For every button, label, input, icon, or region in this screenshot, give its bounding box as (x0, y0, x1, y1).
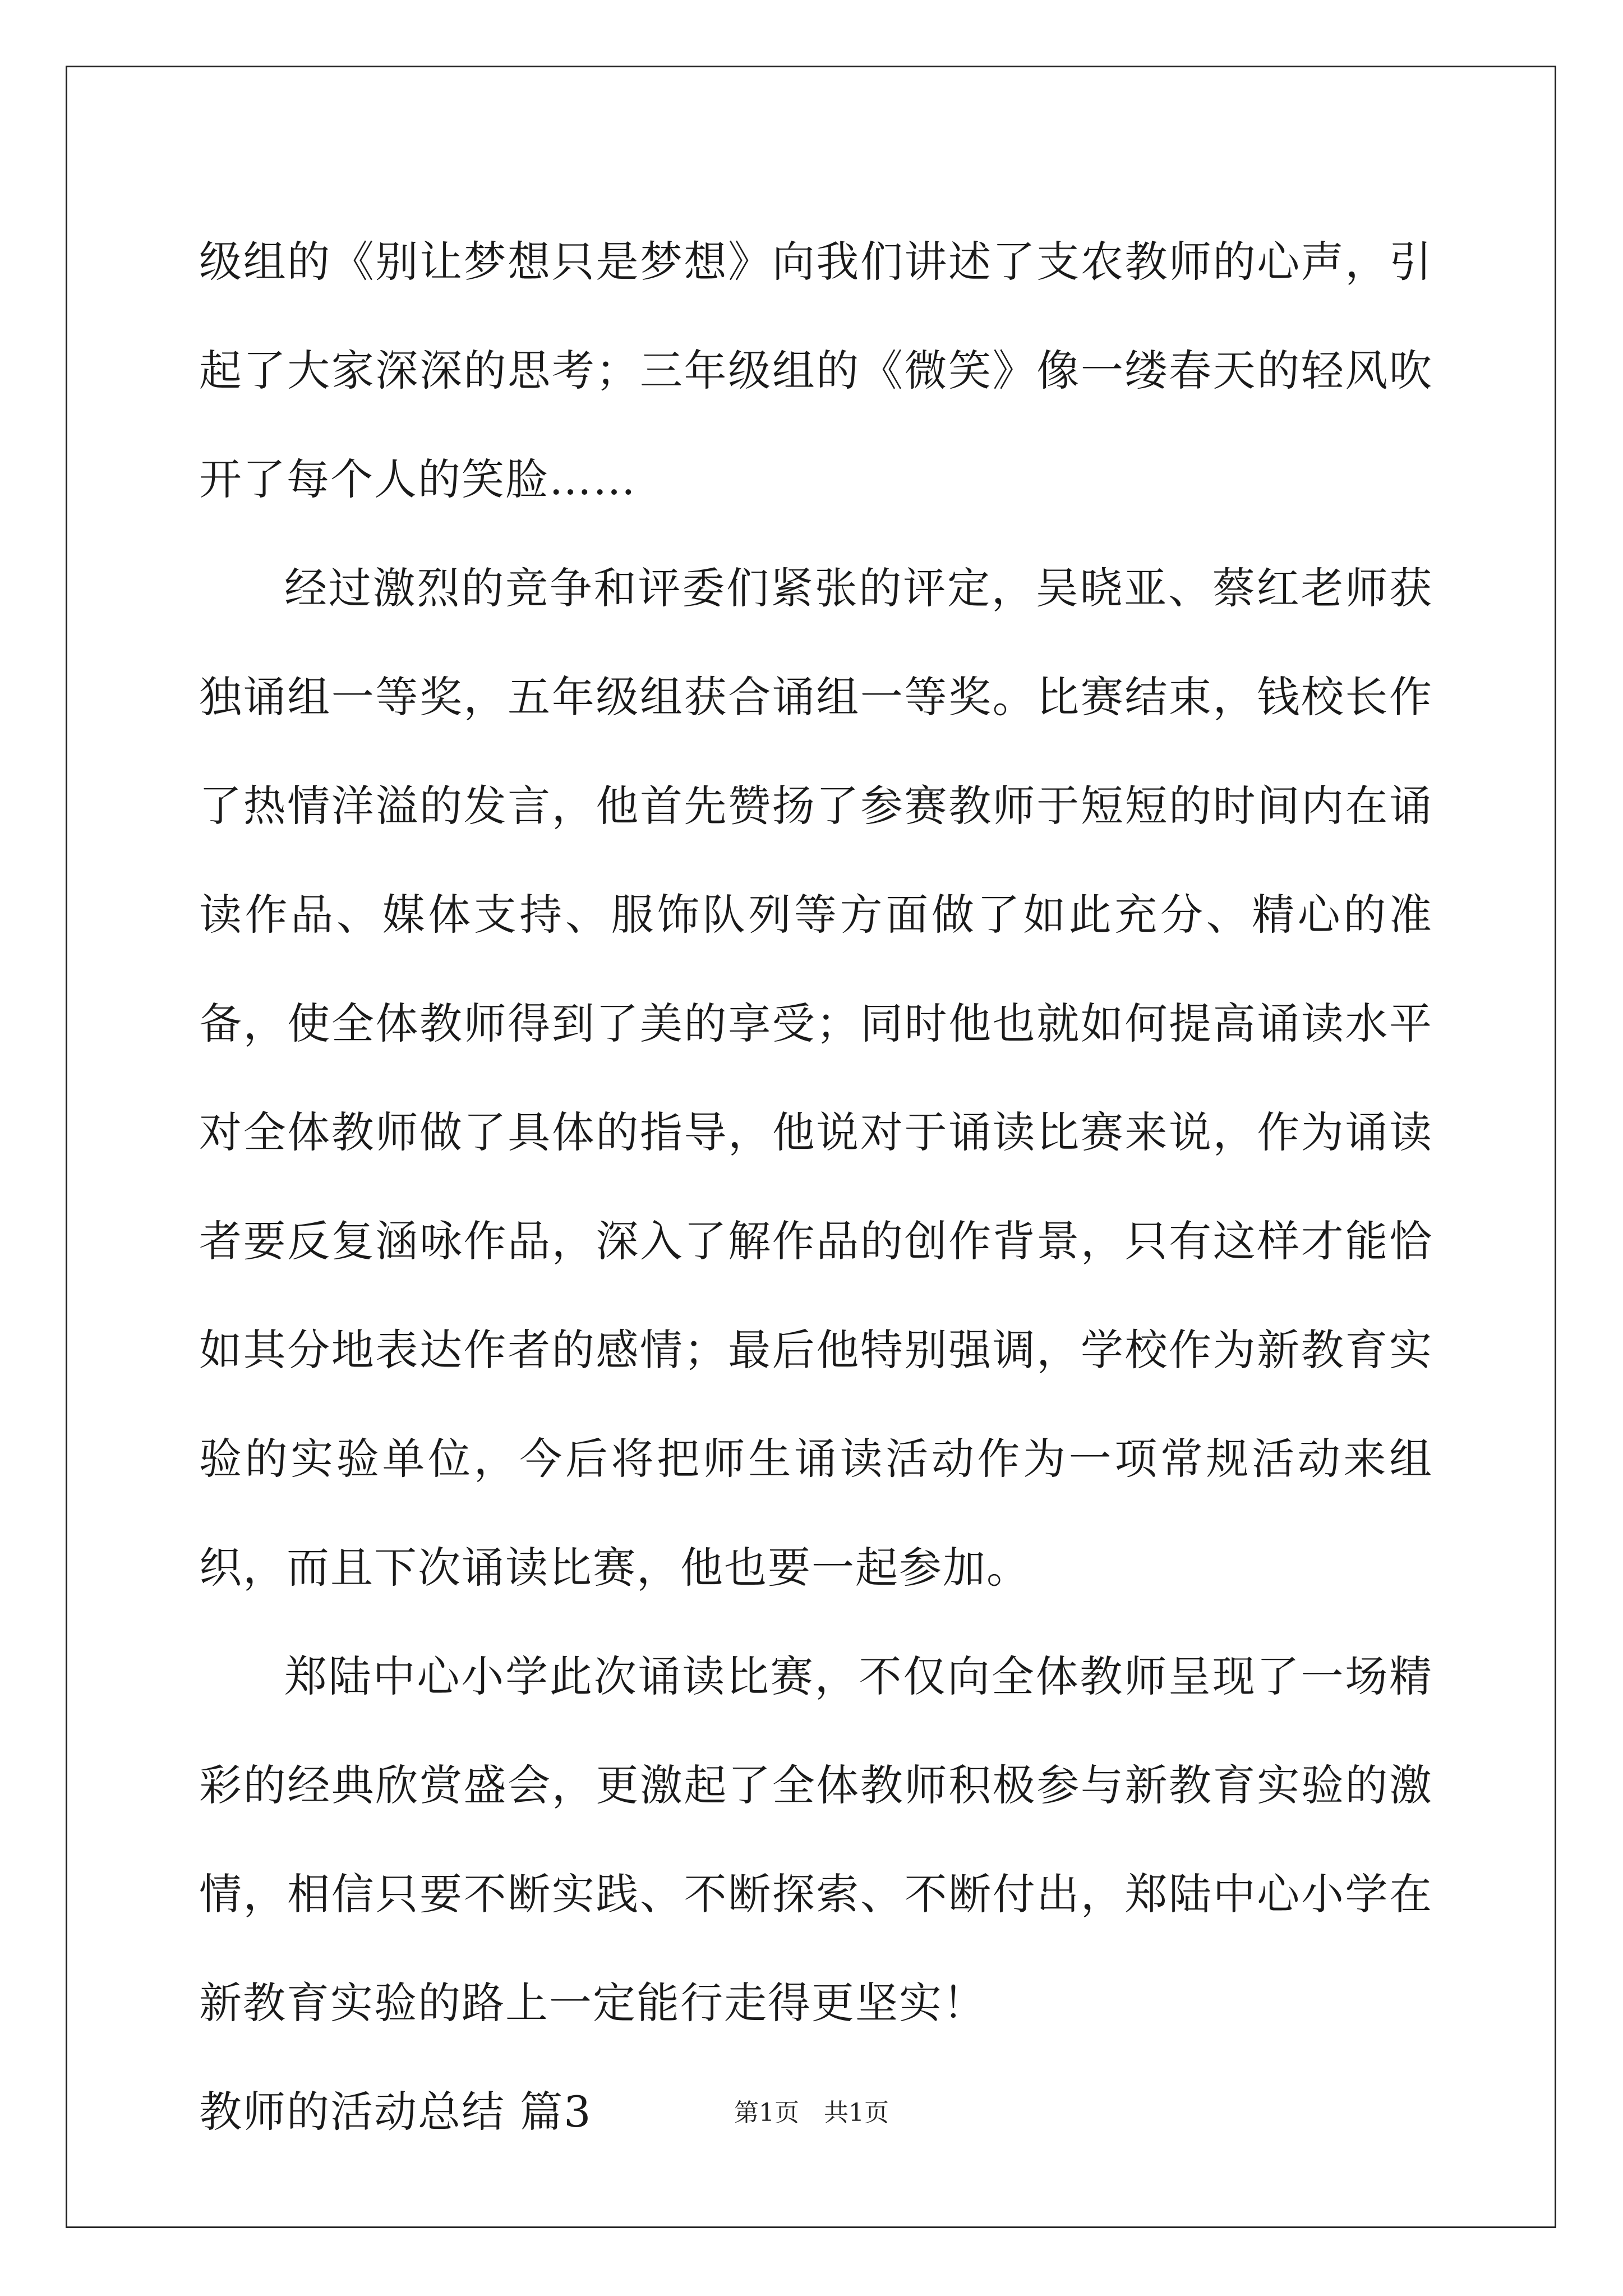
section-heading: 教师的活动总结 篇3 (199, 2087, 592, 2137)
document-body (199, 208, 1433, 2166)
paragraph-3: 郑陆中心小学此次诵读比赛，不仅向全体教师呈现了一场精彩的经典欣赏盛会，更激起了全体教师积极参与新教育实验的激情，相信只要不断实践、不断探索、不断付出，郑陆中心小学在新教育实验的路上一定能行走得更坚实！ (199, 1651, 1433, 2028)
page-number-footer: 第1页 共1页 (734, 2099, 889, 2127)
paragraph-1: 级组的《别让梦想只是梦想》向我们讲述了支农教师的心声，引起了大家深深的思考；三年级组的《微笑》像一缕春天的轻风吹开了每个人的笑脸…… (199, 237, 1433, 504)
paragraph-2: 经过激烈的竞争和评委们紧张的评定，吴晓亚、蔡红老师获独诵组一等奖，五年级组获合诵组一等奖。比赛结束，钱校长作了热情洋溢的发言，他首先赞扬了参赛教师于短短的时间内在诵读作品、媒体支持、服饰队列等方面做了如此充分、精心的准备，使全体教师得到了美的享受；同时他也就如何提高诵读水平对全体教师做了具体的指导，他说对于诵读比赛来说，作为诵读者要反复涵咏作品，深入了解作品的创作背景，只有这样才能恰如其分地表达作者的感情；最后他特别强调，学校作为新教育实验的实验单位，今后将把师生诵读活动作为一项常规活动来组织，而且下次诵读比赛，他也要一起参加。 (199, 563, 1433, 1593)
